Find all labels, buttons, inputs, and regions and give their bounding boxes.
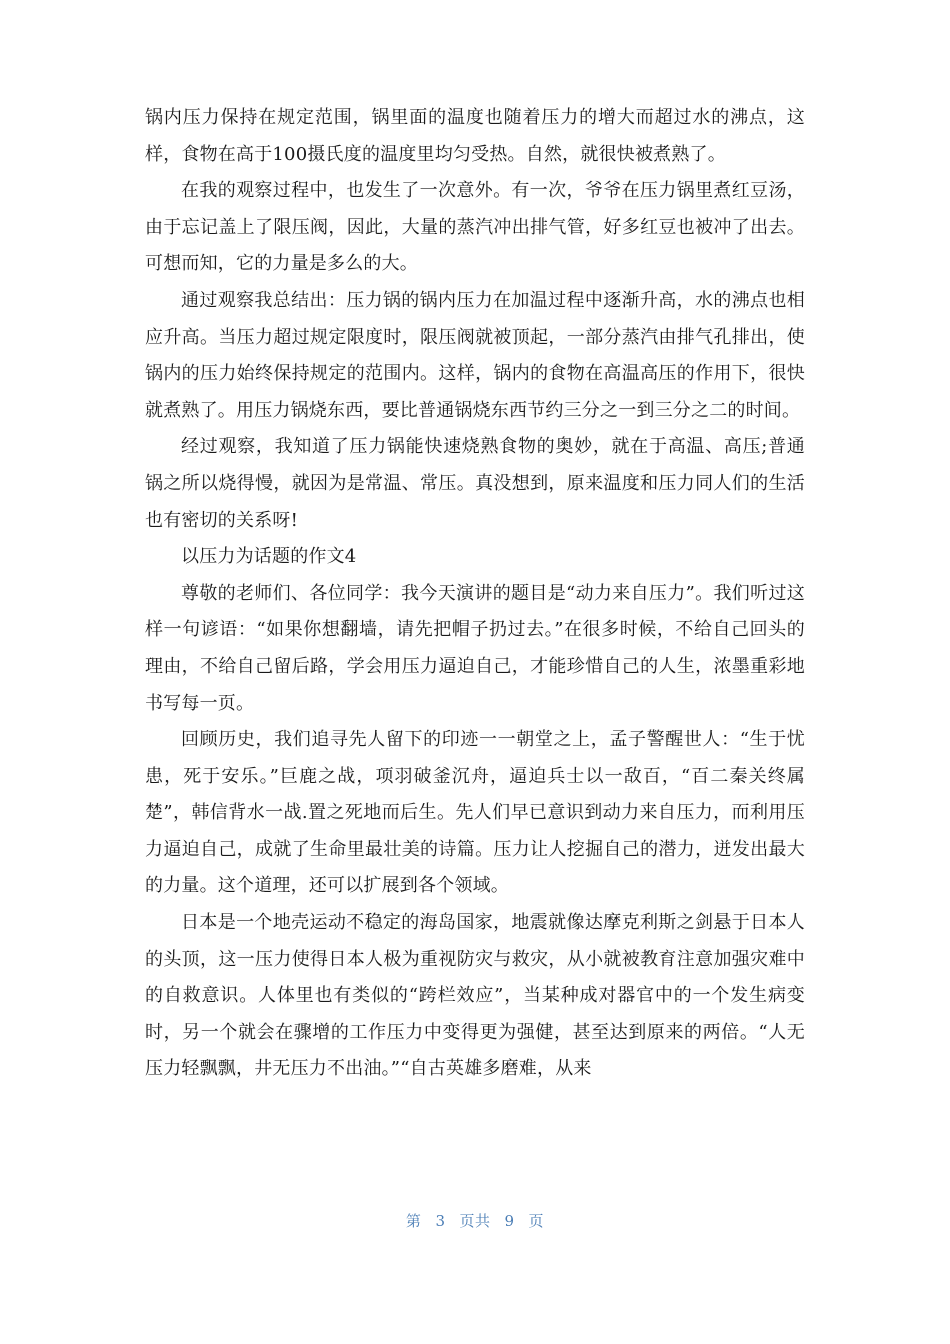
footer-current-page: 3 (435, 1212, 446, 1230)
section-heading: 以压力为话题的作文4 (181, 546, 357, 568)
footer-label-suffix: 页 (528, 1212, 545, 1230)
paragraph-7: 日本是一个地壳运动不稳定的海岛国家，地震就像达摩克利斯之剑悬于日本人的头顶，这一压力使得日本人极为重视防灾与救灾，从小就被教育注意加强灾难中的自救意识。人体里也有类似的“跨栏效应”，当某种成对器官中的一个发生病变时，另一个就会在骤增的工作压力中变得更为强健，甚至达到原来的两倍。“人无压力轻飘飘，井无压力不出油。”“自古英雄多磨难，从来 (145, 912, 805, 1080)
paragraph-1: 锅内压力保持在规定范围，锅里面的温度也随着压力的增大而超过水的沸点，这样，食物在高于100摄氏度的温度里均匀受热。自然，就很快被煮熟了。 (145, 107, 805, 165)
page-footer (0, 1210, 950, 1231)
document-body (145, 100, 805, 1088)
footer-label-page: 第 (405, 1212, 422, 1230)
footer-total-pages: 9 (504, 1212, 515, 1230)
paragraph-5: 尊敬的老师们、各位同学：我今天演讲的题目是“动力来自压力”。我们听过这样一句谚语：“如果你想翻墙，请先把帽子扔过去。”在很多时候，不给自己回头的理由，不给自己留后路，学会用压力逼迫自己，才能珍惜自己的人生，浓墨重彩地书写每一页。 (145, 582, 805, 714)
paragraph-3: 通过观察我总结出：压力锅的锅内压力在加温过程中逐渐升高，水的沸点也相应升高。当压力超过规定限度时，限压阀就被顶起，一部分蒸汽由排气孔排出，使锅内的压力始终保持规定的范围内。这样，锅内的食物在高温高压的作用下，很快就煮熟了。用压力锅烧东西，要比普通锅烧东西节约三分之一到三分之二的时间。 (145, 289, 805, 421)
footer-label-of: 页共 (459, 1212, 491, 1230)
paragraph-6: 回顾历史，我们追寻先人留下的印迹一一朝堂之上，孟子警醒世人：“生于忧患，死于安乐。”巨鹿之战，项羽破釜沉舟，逼迫兵士以一敌百，“百二秦关终属楚”，韩信背水一战.置之死地而后生。先人们早已意识到动力来自压力，而利用压力逼迫自己，成就了生命里最壮美的诗篇。压力让人挖掘自己的潜力，迸发出最大的力量。这个道理，还可以扩展到各个领域。 (145, 729, 805, 897)
paragraph-2: 在我的观察过程中，也发生了一次意外。有一次，爷爷在压力锅里煮红豆汤，由于忘记盖上了限压阀，因此，大量的蒸汽冲出排气管，好多红豆也被冲了出去。可想而知，它的力量是多么的大。 (145, 180, 805, 275)
paragraph-4: 经过观察，我知道了压力锅能快速烧熟食物的奥妙，就在于高温、高压;普通锅之所以烧得慢，就因为是常温、常压。真没想到，原来温度和压力同人们的生活也有密切的关系呀! (145, 436, 805, 531)
